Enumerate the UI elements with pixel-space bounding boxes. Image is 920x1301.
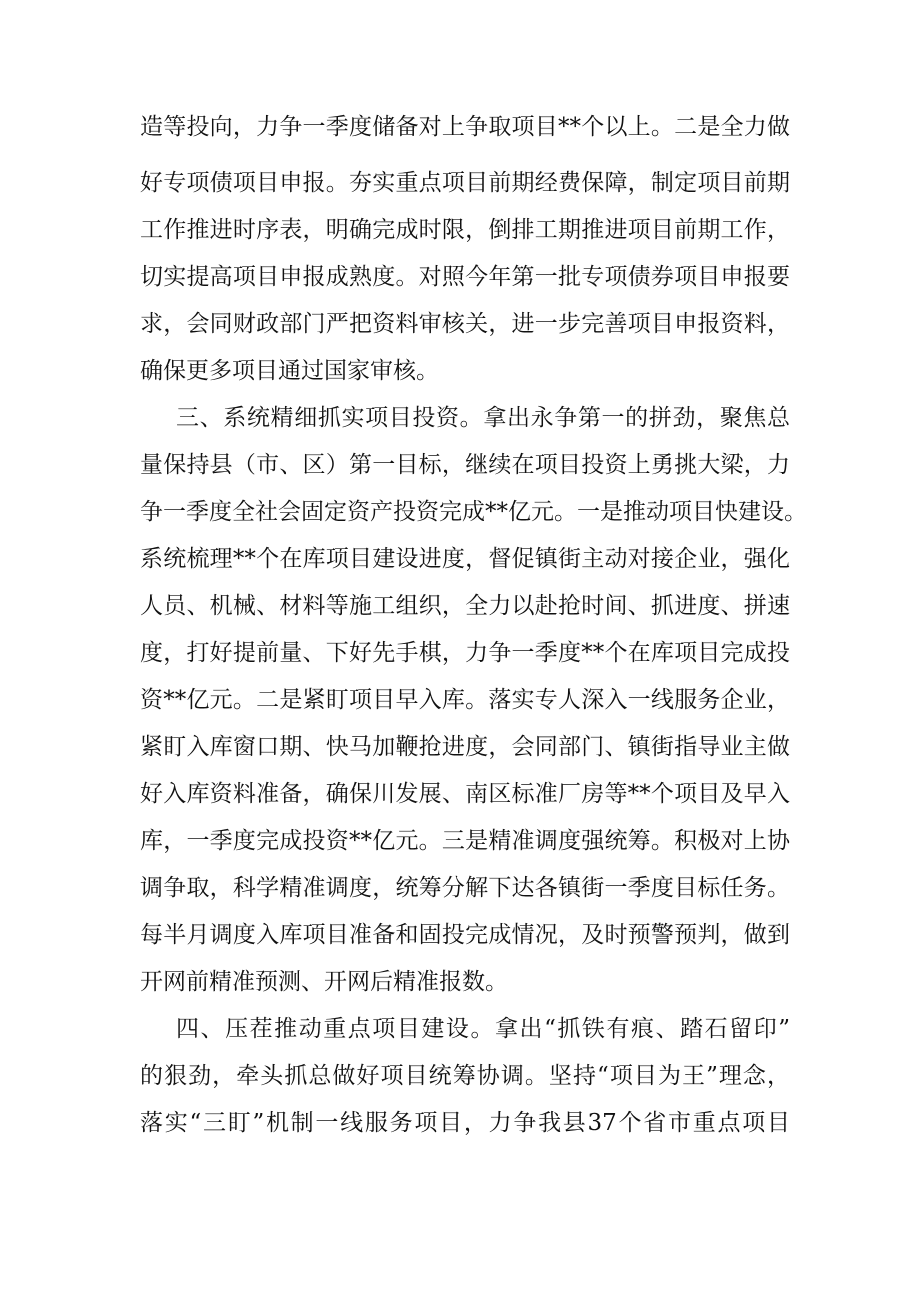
section-heading-line: 四、压茬推动重点项目建设。拿出“抓铁有痕、踏石留印”	[176, 1016, 790, 1042]
text-line: 库，一季度完成投资**亿元。三是精准调度强统筹。积极对上协	[140, 828, 790, 854]
text-line: 好专项债项目申报。夯实重点项目前期经费保障，制定项目前期	[140, 170, 790, 196]
text-line: 切实提高项目申报成熟度。对照今年第一批专项债券项目申报要	[140, 264, 790, 290]
text-line: 度，打好提前量、下好先手棋，力争一季度**个在库项目完成投	[140, 640, 790, 666]
text-line: 好入库资料准备，确保川发展、南区标准厂房等**个项目及早入	[140, 781, 790, 807]
text-line: 造等投向，力争一季度储备对上争取项目**个以上。二是全力做	[140, 114, 790, 140]
section-heading-line: 三、系统精细抓实项目投资。拿出永争第一的拼劲，聚焦总	[176, 405, 790, 431]
text-line: 每半月调度入库项目准备和固投完成情况，及时预警预判，做到	[140, 922, 790, 948]
text-line: 确保更多项目通过国家审核。	[140, 358, 439, 384]
text-line: 落实“三盯”机制一线服务项目，力争我县37个省市重点项目	[140, 1110, 790, 1136]
text-line: 调争取，科学精准调度，统筹分解下达各镇街一季度目标任务。	[140, 875, 790, 901]
text-line: 资**亿元。二是紧盯项目早入库。落实专人深入一线服务企业，	[140, 687, 790, 713]
text-line: 开网前精准预测、开网后精准报数。	[140, 969, 508, 995]
text-line: 的狠劲，牵头抓总做好项目统筹协调。坚持“项目为王”理念，	[140, 1063, 790, 1089]
text-line: 系统梳理**个在库项目建设进度，督促镇街主动对接企业，强化	[140, 546, 790, 572]
text-line: 量保持县（市、区）第一目标，继续在项目投资上勇挑大梁，力	[140, 452, 790, 478]
text-line: 工作推进时序表，明确完成时限，倒排工期推进项目前期工作，	[140, 217, 790, 243]
text-line: 争一季度全社会固定资产投资完成**亿元。一是推动项目快建设。	[140, 499, 807, 525]
text-line: 人员、机械、材料等施工组织，全力以赴抢时间、抓进度、拼速	[140, 593, 790, 619]
text-line: 紧盯入库窗口期、快马加鞭抢进度，会同部门、镇街指导业主做	[140, 734, 790, 760]
text-line: 求，会同财政部门严把资料审核关，进一步完善项目申报资料，	[140, 311, 790, 337]
